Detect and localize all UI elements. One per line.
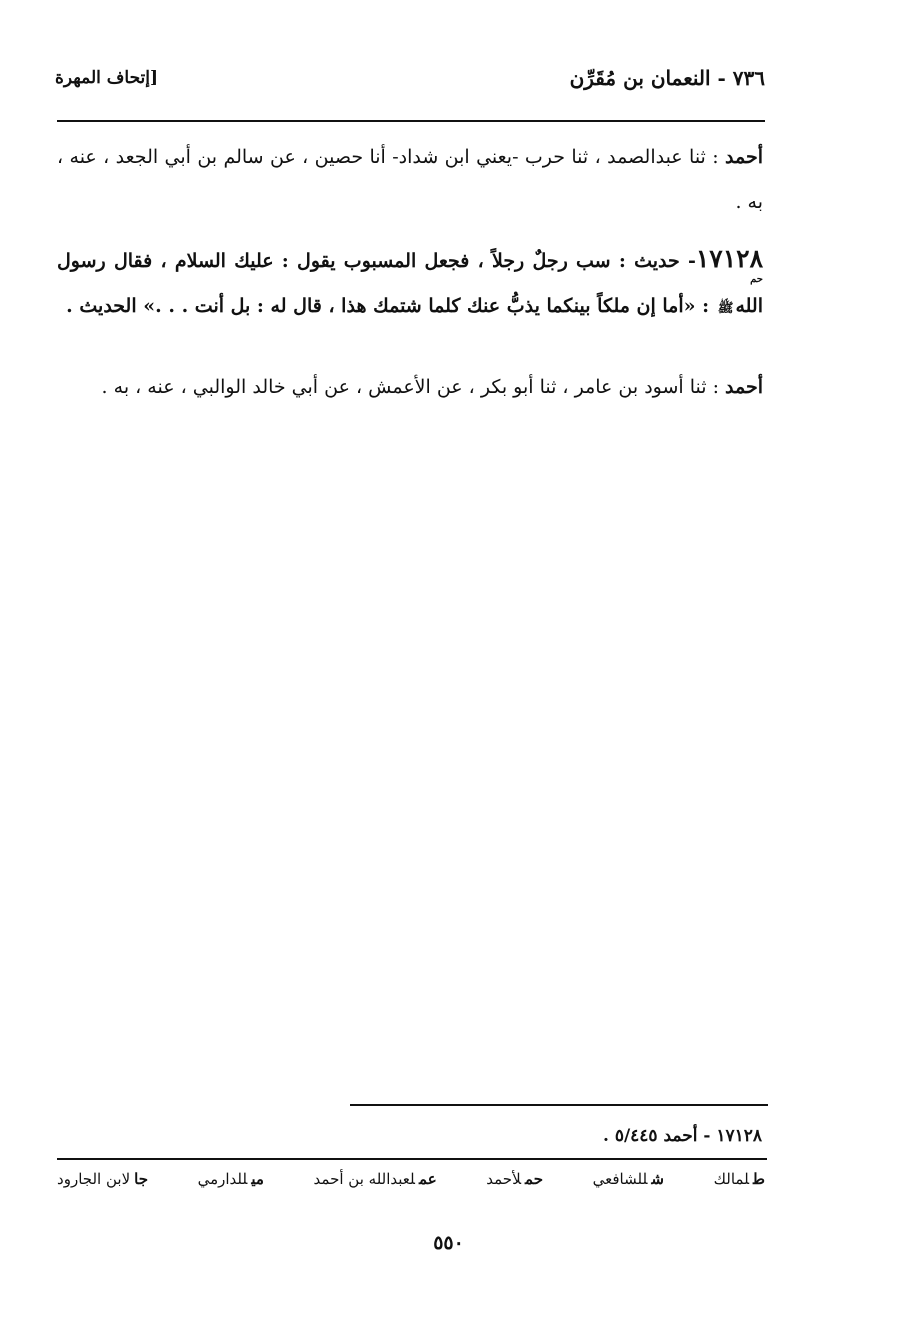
- symbol-item: [314, 1170, 437, 1188]
- source-symbol: حم: [750, 274, 763, 285]
- narrator-label: أحمد: [725, 376, 763, 398]
- symbol-item: [57, 1170, 148, 1188]
- symbol-item: [714, 1170, 765, 1188]
- salutation-glyph: ﷺ: [717, 301, 734, 316]
- symbol-code: ش: [651, 1170, 664, 1188]
- footnote: ١٧١٢٨ - أحمد ٥/٤٤٥ .: [602, 1126, 762, 1146]
- symbol-item: [486, 1170, 543, 1188]
- book-title: [إتحاف المهرة: [55, 68, 159, 88]
- symbol-code: عم: [419, 1170, 437, 1188]
- symbol-code: ط: [753, 1170, 765, 1188]
- symbol-item: [198, 1170, 264, 1188]
- chain-text: : ثنا أسود بن عامر ، ثنا أبو بكر ، عن الأعمش ، عن أبي خالد الوالبي ، عنه ، به .: [101, 376, 726, 398]
- chain-paragraph-2: [57, 365, 763, 410]
- symbol-meaning: لابن الجارود: [57, 1170, 131, 1188]
- symbol-meaning: لعبدالله بن أحمد: [313, 1170, 416, 1188]
- symbol-code: جا: [134, 1170, 148, 1188]
- hadith-number: [695, 244, 763, 285]
- hadith-paragraph: [57, 236, 763, 331]
- page-number: ٥٥٠: [433, 1232, 464, 1254]
- running-title: ٧٣٦ - النعمان بن مُقَرِّن: [569, 66, 765, 90]
- symbol-code: حم: [525, 1170, 543, 1188]
- symbol-meaning: لمالك: [713, 1170, 750, 1188]
- narrator-label: أحمد: [725, 146, 763, 168]
- page-header: [55, 66, 765, 100]
- symbol-meaning: للدارمي: [197, 1170, 248, 1188]
- hadith-text-before: - حديث : سب رجلٌ رجلاً ، فجعل المسبوب يقول : عليك السلام ، فقال رسول الله: [57, 250, 763, 317]
- symbol-code: مي: [251, 1170, 264, 1188]
- footnote-rule: [350, 1104, 768, 1106]
- chain-text: : ثنا عبدالصمد ، ثنا حرب -يعني ابن شداد- أنا حصين ، عن سالم بن أبي الجعد ، عنه ، به .: [57, 146, 763, 213]
- symbols-rule: [57, 1158, 767, 1160]
- symbol-meaning: لأحمد: [486, 1170, 522, 1188]
- chain-paragraph-1: [57, 135, 763, 225]
- header-rule: [57, 120, 765, 122]
- hadith-number-text: ١٧١٢٨: [695, 244, 763, 273]
- symbols-legend: [57, 1170, 765, 1188]
- symbol-item: [593, 1170, 664, 1188]
- hadith-text-after: : «أما إن ملكاً بينكما يذبُّ عنك كلما شتمك هذا ، قال له : بل أنت . . .» الحديث .: [66, 295, 716, 317]
- symbol-meaning: للشافعي: [592, 1170, 648, 1188]
